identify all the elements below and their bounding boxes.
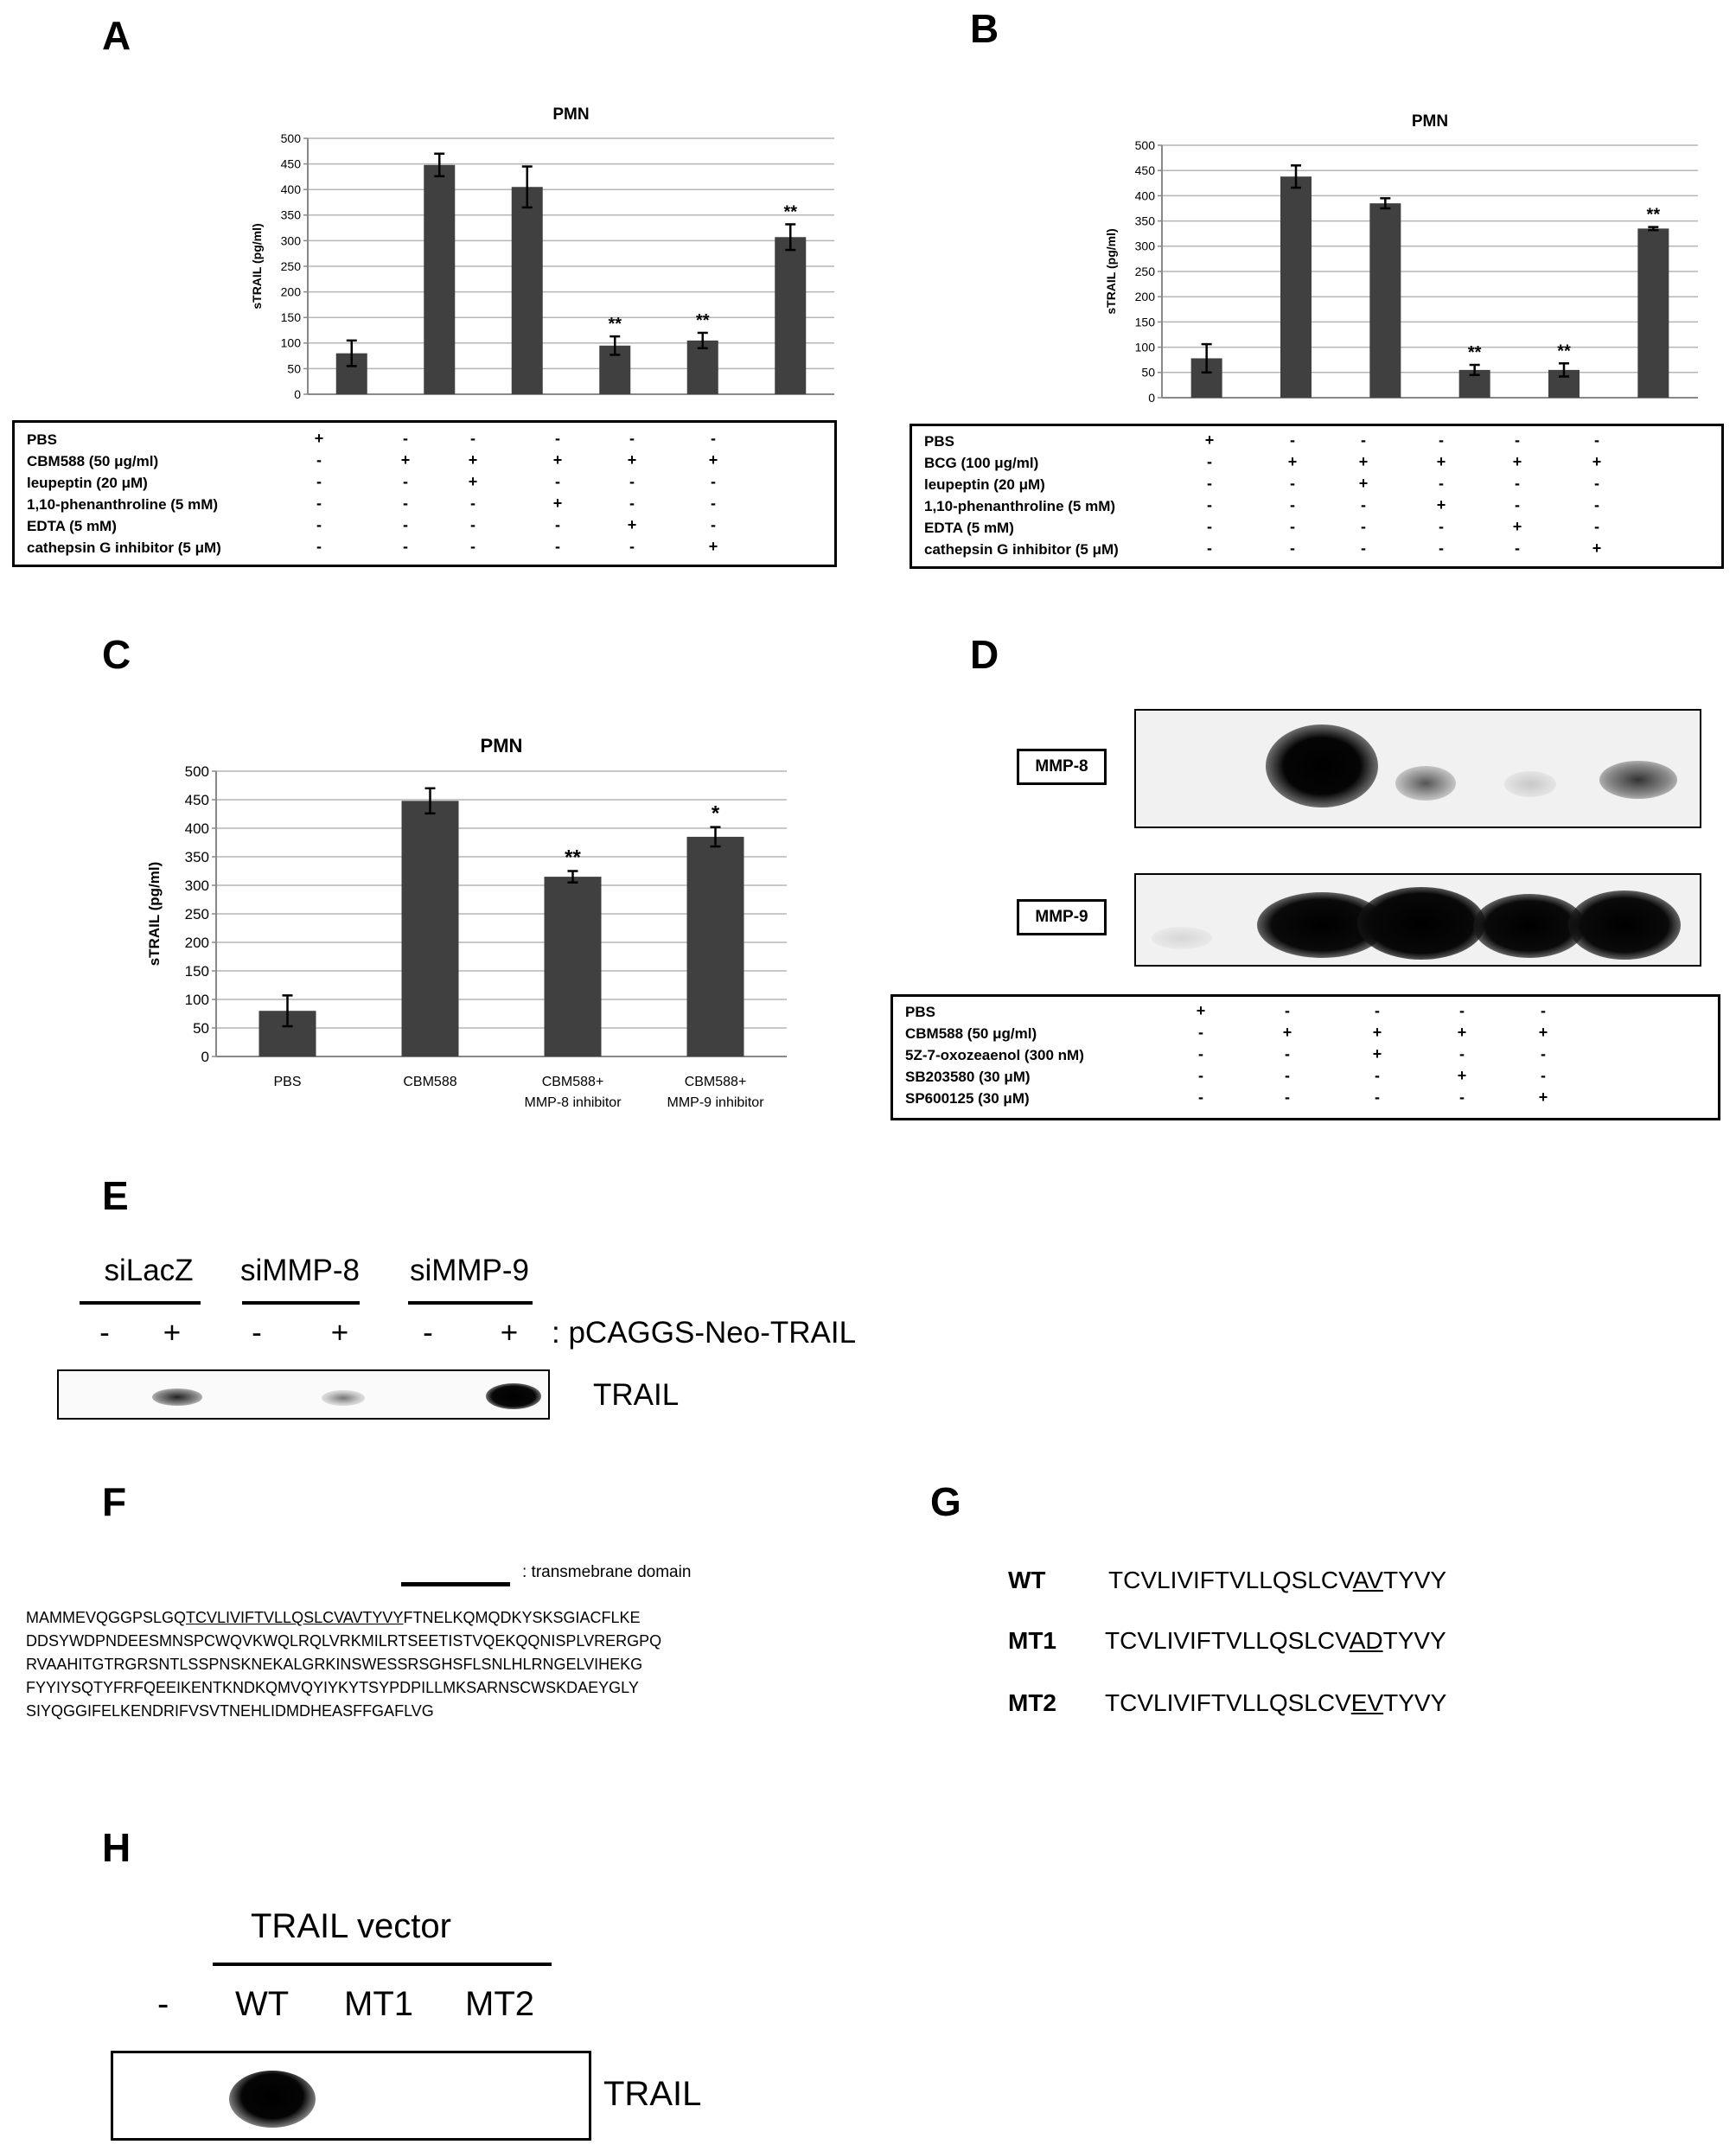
panel-label-d: D (970, 632, 999, 677)
condition-symbol: - (1594, 496, 1599, 514)
chart-title: PMN (480, 735, 523, 756)
condition-label: SB203580 (30 μM) (905, 1069, 1031, 1085)
condition-label: leupeptin (20 μM) (27, 475, 148, 491)
panel-label-b: B (970, 6, 999, 51)
x-tick-label: PBS (273, 1075, 302, 1089)
condition-symbol: - (1459, 1045, 1465, 1063)
blot-trail-h (111, 2051, 591, 2141)
significance-label: * (711, 801, 720, 826)
y-tick-label: 0 (294, 386, 301, 401)
condition-symbol: - (1290, 518, 1295, 535)
condition-symbol: - (1439, 539, 1444, 557)
sign-lane4: + (330, 1316, 349, 1350)
condition-symbol: - (629, 473, 635, 490)
condition-symbol: - (1290, 539, 1295, 557)
x-tick-label: CBM588+ (684, 1075, 747, 1089)
y-tick-label: 400 (1134, 188, 1155, 203)
g-seq-mt2: TCVLIVIFTVLLQSLCVEVTYVY (1105, 1689, 1447, 1716)
x-tick-label: MMP-8 inhibitor (524, 1095, 622, 1110)
y-tick-label: 250 (184, 905, 209, 922)
condition-label: CBM588 (50 μg/ml) (27, 453, 159, 469)
condition-symbol: + (1358, 475, 1369, 492)
condition-label: 1,10-phenanthroline (5 mM) (924, 498, 1116, 514)
blot-mmp8 (1134, 709, 1701, 828)
y-tick-label: 250 (1134, 264, 1155, 278)
condition-label: cathepsin G inhibitor (5 μM) (924, 541, 1119, 558)
condition-symbol: - (629, 430, 635, 447)
sign-lane2: + (163, 1316, 182, 1350)
condition-label: CBM588 (50 μg/ml) (905, 1025, 1037, 1042)
panel-label-f: F (102, 1479, 127, 1524)
condition-symbol: + (314, 430, 324, 447)
condition-symbol: - (1361, 539, 1366, 557)
condition-symbol: - (1439, 518, 1444, 535)
x-tick-label: CBM588 (403, 1075, 457, 1089)
condition-symbol: + (1287, 453, 1298, 470)
significance-label: ** (695, 310, 710, 330)
y-tick-label: 200 (280, 284, 301, 299)
condition-symbol: - (1285, 1067, 1290, 1084)
panel-label-c: C (102, 632, 131, 677)
bar (545, 877, 602, 1056)
condition-symbol: - (1361, 496, 1366, 514)
condition-symbol: - (1198, 1067, 1203, 1084)
band-e-lane6 (486, 1383, 541, 1409)
y-tick-label: 50 (1141, 365, 1155, 380)
blot-mmp9 (1134, 873, 1701, 967)
g-seq-mt1: TCVLIVIFTVLLQSLCVADTYVY (1105, 1627, 1446, 1654)
condition-symbol: + (1196, 1002, 1206, 1019)
condition-label: 1,10-phenanthroline (5 mM) (27, 496, 219, 513)
y-axis-label: sTRAIL (pg/ml) (146, 861, 163, 967)
condition-symbol: + (400, 451, 411, 469)
condition-symbol: - (1594, 518, 1599, 535)
blot-trail-e (57, 1369, 550, 1420)
significance-label: ** (1467, 343, 1482, 363)
tm-legend-label: : transmebrane domain (522, 1563, 692, 1581)
condition-symbol: + (1512, 453, 1522, 470)
group-label-simmp9: siMMP-9 (409, 1254, 530, 1287)
condition-symbol: - (316, 538, 322, 555)
condition-symbol: + (1457, 1067, 1467, 1084)
condition-symbol: - (1198, 1024, 1203, 1041)
y-tick-label: 100 (280, 335, 301, 350)
condition-symbol: + (552, 451, 563, 469)
condition-symbol: - (1439, 431, 1444, 449)
seq-line-5: SIYQGGIFELKENDRIFVSVTNEHLIDMDHEASFFGAFLVG (26, 1702, 434, 1720)
chart-title: PMN (552, 105, 590, 124)
condition-symbol: - (403, 430, 408, 447)
band-mmp8-lane5 (1599, 761, 1677, 799)
y-tick-label: 450 (1134, 163, 1155, 178)
seq-line-4: FYYIYSQTYFRFQEEIKENTKNDKQMVQYIYKYTSYPDPILLMKSARNSCWSKDAEYGLY (26, 1679, 639, 1696)
y-tick-label: 150 (1134, 315, 1155, 329)
h-header: TRAIL vector (251, 1907, 451, 1945)
condition-symbol: - (470, 516, 475, 533)
chart-title: PMN (1411, 112, 1449, 131)
g-name-mt1: MT1 (1008, 1627, 1056, 1654)
condition-symbol: - (1459, 1002, 1465, 1019)
band-mmp8-lane3 (1395, 766, 1456, 801)
bar (687, 837, 744, 1056)
condition-symbol: - (711, 516, 716, 533)
g-name-mt2: MT2 (1008, 1689, 1056, 1716)
condition-symbol: - (403, 495, 408, 512)
tm-legend-line (401, 1582, 510, 1586)
bar (1280, 176, 1312, 398)
condition-symbol: - (1541, 1067, 1546, 1084)
y-tick-label: 300 (184, 877, 209, 894)
condition-symbol: - (1207, 539, 1212, 557)
y-tick-label: 50 (193, 1019, 209, 1037)
panel-label-h: H (102, 1825, 131, 1870)
y-tick-label: 100 (1134, 340, 1155, 354)
sign-lane1: - (99, 1316, 110, 1350)
bar (402, 801, 459, 1056)
group-line-simmp9 (408, 1301, 533, 1305)
condition-symbol: + (1512, 518, 1522, 535)
condition-symbol: + (1457, 1024, 1467, 1041)
conditions-table-a (12, 420, 837, 567)
condition-symbol: - (316, 495, 322, 512)
y-tick-label: 350 (1134, 214, 1155, 228)
significance-label: ** (565, 846, 581, 870)
y-tick-label: 150 (184, 962, 209, 980)
group-line-simmp8 (242, 1301, 360, 1305)
condition-symbol: - (1207, 475, 1212, 492)
transmembrane-domain: TCVLIVIFTVLLQSLCVAVTYVY (186, 1609, 404, 1626)
group-line-silacz (80, 1301, 201, 1305)
blot-label-mmp9: MMP-9 (1017, 899, 1107, 935)
condition-symbol: - (1375, 1088, 1380, 1106)
y-tick-label: 100 (184, 991, 209, 1008)
panel-label-e: E (102, 1173, 129, 1218)
condition-symbol: - (555, 516, 560, 533)
significance-label: ** (1646, 205, 1661, 225)
sign-lane5: - (423, 1316, 433, 1350)
significance-label: ** (608, 315, 622, 335)
y-tick-label: 50 (287, 361, 301, 376)
y-tick-label: 450 (280, 156, 301, 171)
condition-symbol: - (1515, 539, 1520, 557)
y-tick-label: 150 (280, 310, 301, 325)
y-tick-label: 250 (280, 259, 301, 273)
condition-label: SP600125 (30 μM) (905, 1090, 1030, 1107)
condition-symbol: + (708, 538, 718, 555)
condition-symbol: - (1207, 496, 1212, 514)
condition-label: EDTA (5 mM) (27, 518, 117, 534)
condition-label: PBS (27, 431, 57, 448)
condition-symbol: + (468, 473, 478, 490)
h-header-line (213, 1963, 552, 1966)
y-tick-label: 0 (1148, 390, 1155, 405)
band-mmp8-lane4 (1504, 771, 1556, 797)
condition-symbol: + (1592, 539, 1602, 557)
bar (1369, 203, 1401, 398)
y-tick-label: 500 (184, 763, 209, 780)
condition-symbol: - (555, 538, 560, 555)
condition-symbol: - (1515, 431, 1520, 449)
y-tick-label: 400 (280, 182, 301, 197)
condition-symbol: - (1290, 496, 1295, 514)
bar (512, 187, 543, 394)
seq-line-2: DDSYWDPNDEESMNSPCWQVKWQLRQLVRKMILRTSEETISTVQEKQQNISPLVRERGPQ (26, 1632, 662, 1650)
seq-line-3: RVAAHITGTRGRSNTLSSPNSKNEKALGRKINSWESSRSGHSFLSNLHLRNGELVIHEKG (26, 1656, 643, 1673)
condition-symbol: - (1198, 1088, 1203, 1106)
condition-symbol: - (1459, 1088, 1465, 1106)
blot-label-mmp8: MMP-8 (1017, 749, 1107, 785)
bar (1637, 228, 1669, 398)
x-tick-label: CBM588+ (541, 1075, 604, 1089)
conditions-table-d (890, 994, 1720, 1120)
condition-symbol: + (1358, 453, 1369, 470)
y-tick-label: 300 (280, 233, 301, 248)
condition-symbol: - (1515, 475, 1520, 492)
condition-symbol: - (555, 430, 560, 447)
h-lane-4: MT2 (465, 1985, 534, 2023)
condition-label: BCG (100 μg/ml) (924, 455, 1039, 471)
condition-label: cathepsin G inhibitor (5 μM) (27, 539, 221, 556)
condition-symbol: - (1361, 431, 1366, 449)
condition-label: PBS (924, 433, 954, 450)
condition-symbol: - (1541, 1002, 1546, 1019)
band-h-wt (229, 2071, 316, 2128)
panel-label-g: G (930, 1479, 961, 1524)
condition-symbol: + (1592, 453, 1602, 470)
condition-symbol: - (316, 516, 322, 533)
h-lane-2: WT (235, 1985, 290, 2023)
significance-label: ** (1557, 341, 1571, 361)
condition-symbol: - (1594, 431, 1599, 449)
band-mmp8-lane2 (1266, 724, 1378, 807)
y-axis-label: sTRAIL (pg/ml) (1104, 228, 1118, 315)
significance-label: ** (783, 202, 798, 222)
condition-symbol: + (1204, 431, 1215, 449)
condition-symbol: - (316, 473, 322, 490)
condition-symbol: + (1282, 1024, 1292, 1041)
y-tick-label: 500 (280, 131, 301, 145)
condition-symbol: + (552, 495, 563, 512)
condition-symbol: + (1538, 1024, 1548, 1041)
condition-symbol: - (1375, 1067, 1380, 1084)
y-tick-label: 200 (184, 934, 209, 951)
y-axis-label: sTRAIL (pg/ml) (250, 223, 264, 310)
vector-label: : pCAGGS-Neo-TRAIL (552, 1316, 857, 1350)
condition-symbol: - (403, 516, 408, 533)
condition-symbol: - (1515, 496, 1520, 514)
bar-chart-a (0, 0, 865, 415)
group-label-simmp8: siMMP-8 (239, 1254, 361, 1287)
condition-symbol: + (627, 516, 637, 533)
condition-symbol: - (1285, 1088, 1290, 1106)
y-tick-label: 400 (184, 820, 209, 837)
panel-label-a: A (102, 13, 131, 58)
y-tick-label: 0 (201, 1048, 209, 1065)
condition-symbol: - (711, 430, 716, 447)
condition-symbol: - (1594, 475, 1599, 492)
condition-symbol: + (468, 451, 478, 469)
y-tick-label: 500 (1134, 137, 1155, 152)
y-tick-label: 200 (1134, 290, 1155, 304)
x-tick-label: MMP-9 inhibitor (667, 1095, 764, 1110)
band-mmp9-lane1 (1152, 927, 1212, 949)
y-tick-label: 350 (184, 848, 209, 865)
condition-symbol: - (629, 538, 635, 555)
sign-lane6: + (500, 1316, 519, 1350)
condition-symbol: - (711, 495, 716, 512)
condition-symbol: - (1198, 1045, 1203, 1063)
condition-label: 5Z-7-oxozeaenol (300 nM) (905, 1047, 1084, 1063)
y-tick-label: 450 (184, 791, 209, 808)
condition-symbol: - (1541, 1045, 1546, 1063)
condition-symbol: + (627, 451, 637, 469)
condition-symbol: - (1207, 453, 1212, 470)
trail-sequence (26, 1606, 661, 1723)
h-lane-1: - (157, 1985, 169, 2023)
band-mmp9-lane3 (1357, 887, 1485, 960)
condition-symbol: - (470, 495, 475, 512)
condition-symbol: - (629, 495, 635, 512)
condition-symbol: + (1372, 1024, 1382, 1041)
condition-symbol: - (711, 473, 716, 490)
condition-symbol: - (470, 430, 475, 447)
condition-symbol: - (1439, 475, 1444, 492)
condition-symbol: + (1538, 1088, 1548, 1106)
bar (424, 165, 455, 394)
g-seq-wt: TCVLIVIFTVLLQSLCVAVTYVY (1108, 1567, 1447, 1593)
condition-label: EDTA (5 mM) (924, 520, 1014, 536)
band-mmp9-lane5 (1568, 890, 1681, 960)
y-tick-label: 350 (280, 207, 301, 222)
seq-line-1: MAMMEVQGGPSLGQTCVLIVIFTVLLQSLCVAVTYVYFTNELKQMQDKYSKSGIACFLKE (26, 1609, 641, 1626)
condition-symbol: - (470, 538, 475, 555)
condition-symbol: - (403, 473, 408, 490)
g-name-wt: WT (1008, 1567, 1046, 1593)
condition-symbol: + (708, 451, 718, 469)
condition-symbol: + (1372, 1045, 1382, 1063)
bar (775, 237, 806, 394)
sign-lane3: - (252, 1316, 262, 1350)
condition-symbol: - (403, 538, 408, 555)
condition-symbol: - (1290, 431, 1295, 449)
condition-symbol: - (1361, 518, 1366, 535)
group-label-silacz: siLacZ (104, 1254, 194, 1287)
blot-label-trail-h: TRAIL (603, 2075, 702, 2113)
condition-symbol: - (1285, 1045, 1290, 1063)
condition-symbol: + (1436, 496, 1446, 514)
condition-label: PBS (905, 1004, 935, 1020)
condition-symbol: - (1207, 518, 1212, 535)
bar-chart-b (868, 0, 1733, 415)
bar-chart-c (0, 692, 865, 1141)
blot-label-trail-e: TRAIL (593, 1378, 680, 1412)
condition-label: leupeptin (20 μM) (924, 476, 1045, 493)
conditions-table-b (909, 424, 1724, 569)
y-tick-label: 300 (1134, 239, 1155, 253)
condition-symbol: - (316, 451, 322, 469)
h-lane-3: MT1 (344, 1985, 413, 2023)
condition-symbol: - (1375, 1002, 1380, 1019)
condition-symbol: + (1436, 453, 1446, 470)
band-e-lane4 (322, 1390, 365, 1406)
condition-symbol: - (555, 473, 560, 490)
condition-symbol: - (1290, 475, 1295, 492)
band-e-lane2 (152, 1388, 202, 1406)
condition-symbol: - (1285, 1002, 1290, 1019)
